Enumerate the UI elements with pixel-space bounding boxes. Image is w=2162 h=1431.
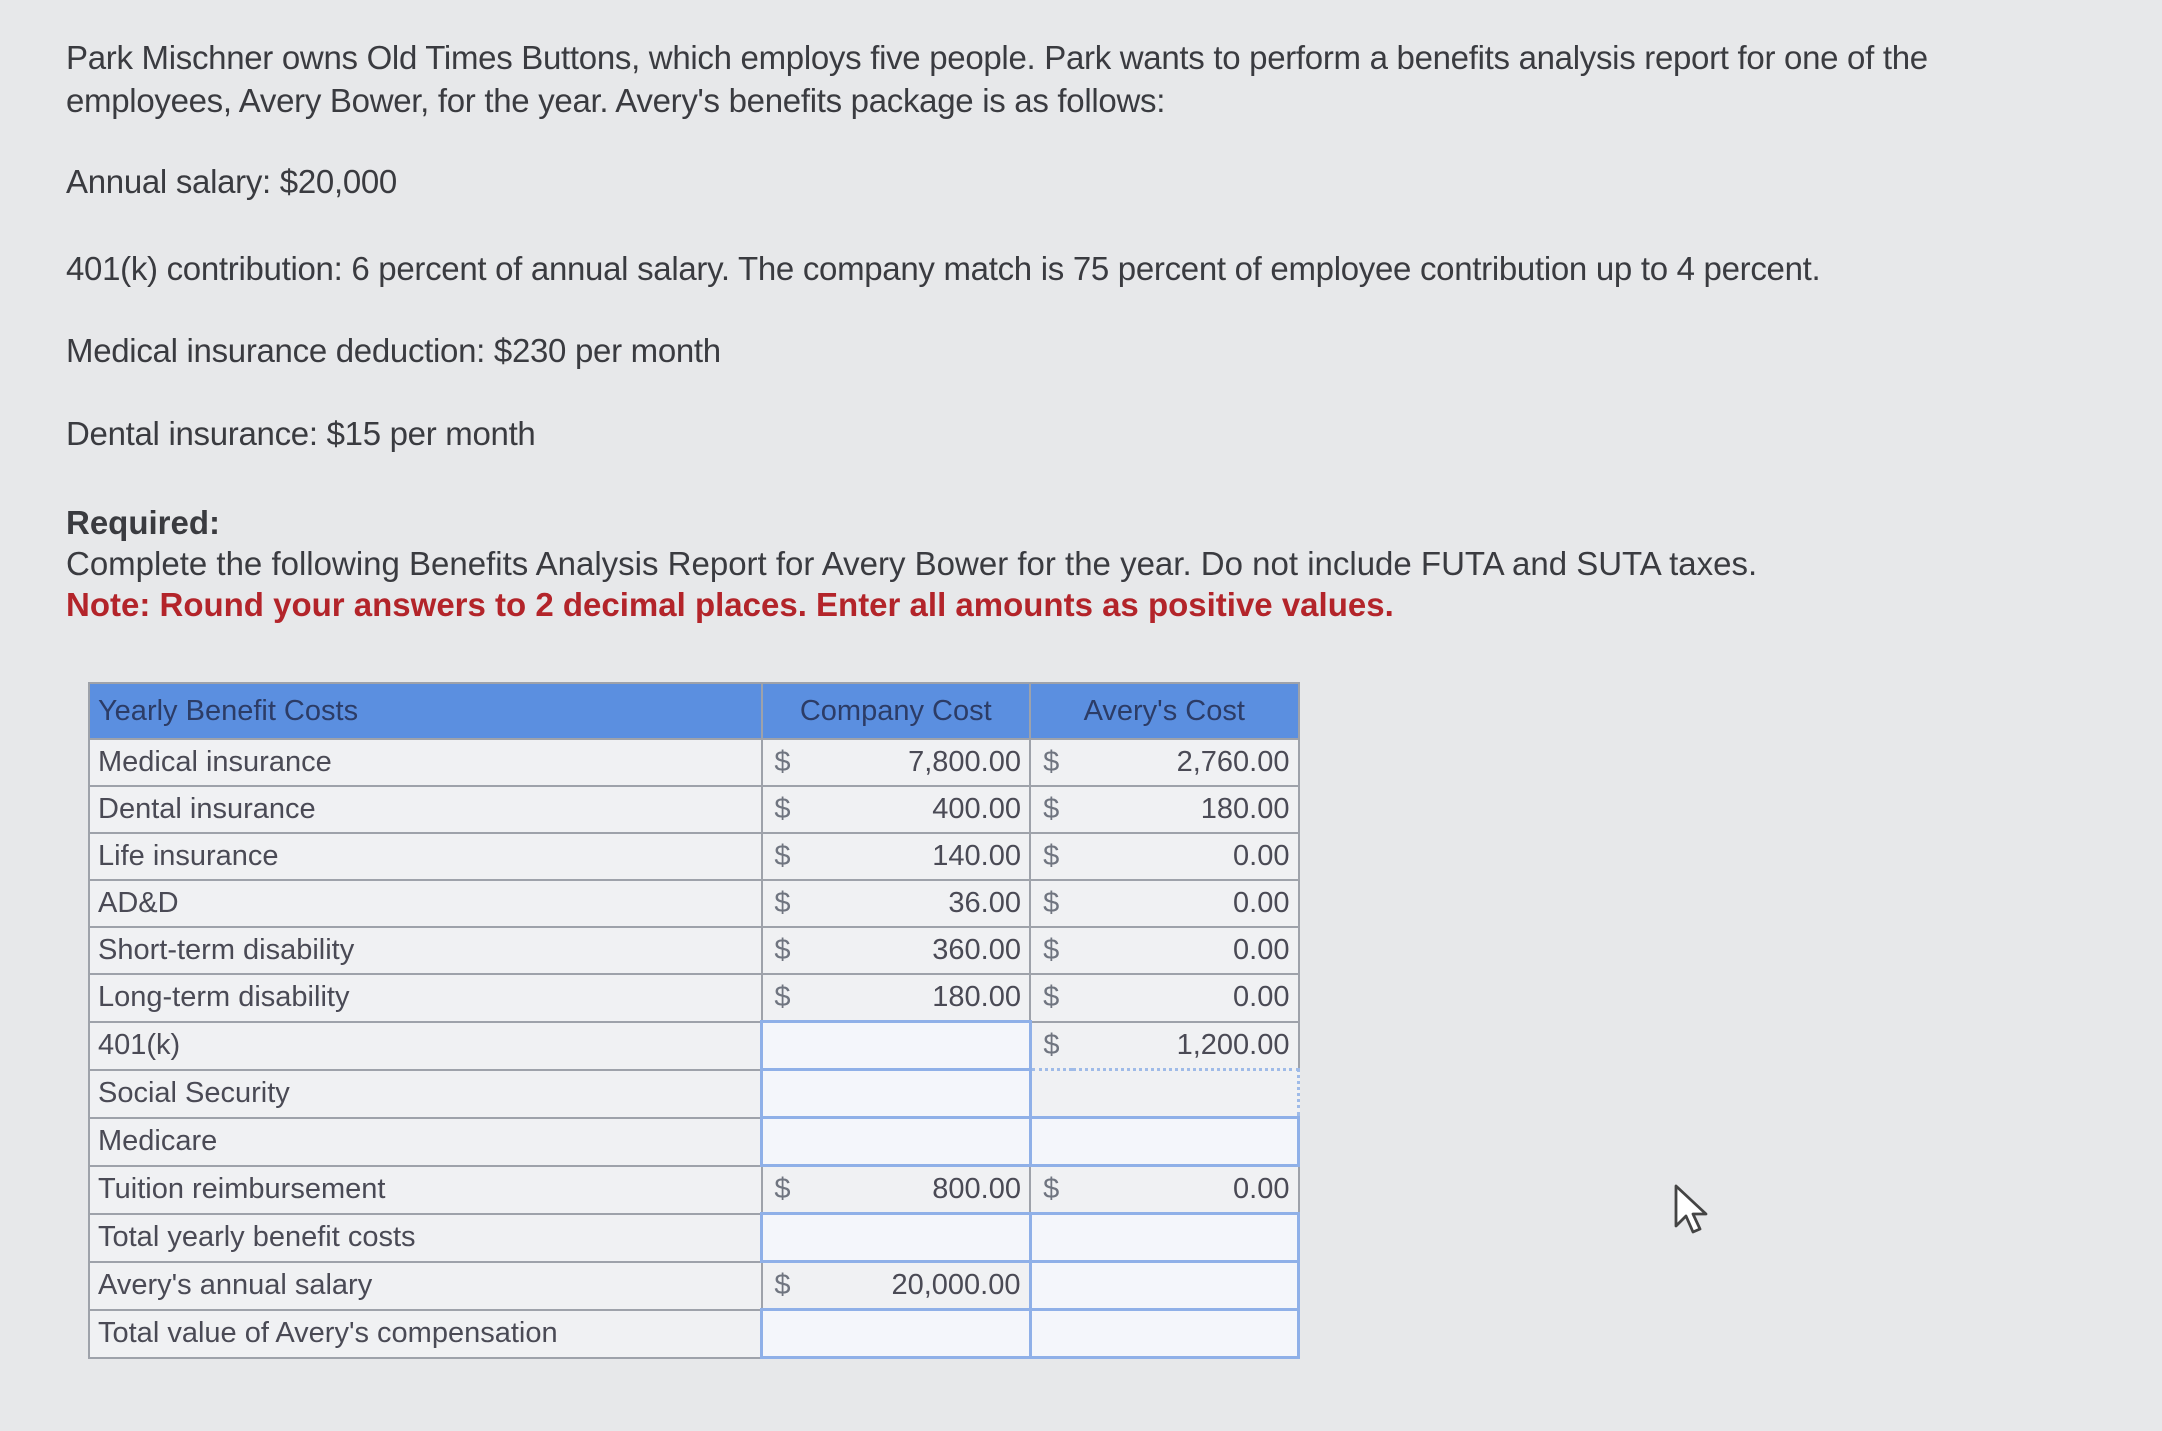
row-label: Long-term disability [89,974,762,1022]
employee-cost-cell[interactable]: 0.00 [1072,880,1299,927]
company-cost-cell[interactable]: 180.00 [803,974,1031,1022]
report-header-row [89,683,1299,739]
currency-symbol: $ [762,1166,803,1214]
currency-symbol: $ [762,880,803,927]
employee-cost-input[interactable] [1030,1070,1299,1118]
employee-cost-cell[interactable]: 2,760.00 [1072,739,1299,786]
company-cost-cell[interactable]: 20,000.00 [803,1262,1031,1310]
report-row [89,833,1299,880]
report-row [89,1118,1299,1166]
currency-symbol: $ [762,833,803,880]
row-label: Total yearly benefit costs [89,1214,762,1262]
report-row [89,1022,1299,1070]
currency-symbol: $ [1030,1166,1072,1214]
employee-cost-cell[interactable]: 0.00 [1072,927,1299,974]
company-cost-input[interactable] [762,1310,1031,1358]
employee-cost-input[interactable] [1030,1214,1299,1262]
currency-symbol: $ [762,927,803,974]
report-row [89,974,1299,1022]
employee-cost-input[interactable] [1030,1118,1299,1166]
401k-contribution-text: 401(k) contribution: 6 percent of annual salary. The company match is 75 percent of employee contribution up to 4 percent. [66,250,1821,287]
report-row [89,1070,1299,1118]
currency-symbol: $ [1030,974,1072,1022]
report-row [89,1166,1299,1214]
row-label: Avery's annual salary [89,1262,762,1310]
row-label: Tuition reimbursement [89,1166,762,1214]
header-company-cost: Company Cost [762,683,1031,739]
company-cost-input[interactable] [762,1118,1031,1166]
company-cost-cell[interactable]: 36.00 [803,880,1031,927]
problem-statement [66,36,2086,625]
company-cost-input[interactable] [762,1070,1031,1118]
employee-cost-input[interactable] [1030,1262,1299,1310]
row-label: Short-term disability [89,927,762,974]
header-yearly-benefit-costs: Yearly Benefit Costs [89,683,762,739]
row-label: Social Security [89,1070,762,1118]
row-label: Dental insurance [89,786,762,833]
employee-cost-cell[interactable]: 0.00 [1072,974,1299,1022]
medical-insurance-text: Medical insurance deduction: $230 per month [66,332,721,369]
company-cost-cell[interactable]: 400.00 [803,786,1031,833]
required-title: Required: [66,504,221,541]
annual-salary-text: Annual salary: $20,000 [66,163,397,200]
report-row [89,1262,1299,1310]
currency-symbol: $ [762,1262,803,1310]
report-row [89,1310,1299,1358]
employee-cost-cell[interactable]: 0.00 [1072,1166,1299,1214]
currency-symbol: $ [762,739,803,786]
report-row [89,927,1299,974]
mouse-pointer-icon [1672,1182,1712,1238]
report-row [89,880,1299,927]
rounding-note: Note: Round your answers to 2 decimal places. Enter all amounts as positive values. [66,586,1394,623]
header-averys-cost: Avery's Cost [1030,683,1299,739]
benefits-analysis-report [88,682,1300,1359]
currency-symbol: $ [762,974,803,1022]
employee-cost-cell[interactable]: 180.00 [1072,786,1299,833]
required-instruction: Complete the following Benefits Analysis Report for Avery Bower for the year. Do not include FUTA and SUTA taxes. [66,545,1758,582]
row-label: Medical insurance [89,739,762,786]
employee-cost-cell[interactable]: 0.00 [1072,833,1299,880]
currency-symbol: $ [1030,1022,1072,1070]
report-row [89,1214,1299,1262]
row-label: Total value of Avery's compensation [89,1310,762,1358]
report-row [89,786,1299,833]
row-label: AD&D [89,880,762,927]
report-row [89,739,1299,786]
company-cost-cell[interactable]: 140.00 [803,833,1031,880]
row-label: Medicare [89,1118,762,1166]
company-cost-cell[interactable]: 360.00 [803,927,1031,974]
currency-symbol: $ [1030,833,1072,880]
company-cost-cell[interactable]: 800.00 [803,1166,1031,1214]
company-cost-input[interactable] [762,1214,1031,1262]
company-cost-input[interactable] [762,1022,1031,1070]
dental-insurance-text: Dental insurance: $15 per month [66,415,536,452]
currency-symbol: $ [1030,739,1072,786]
employee-cost-cell[interactable]: 1,200.00 [1072,1022,1299,1070]
row-label: 401(k) [89,1022,762,1070]
company-cost-cell[interactable]: 7,800.00 [803,739,1031,786]
employee-cost-input[interactable] [1030,1310,1299,1358]
currency-symbol: $ [762,786,803,833]
required-section [66,502,2086,625]
currency-symbol: $ [1030,927,1072,974]
currency-symbol: $ [1030,880,1072,927]
row-label: Life insurance [89,833,762,880]
problem-intro: Park Mischner owns Old Times Buttons, which employs five people. Park wants to perform a benefits analysis report for one of the employees, Avery Bower, for the year. Avery's benefits package is as follows: [66,39,1928,119]
currency-symbol: $ [1030,786,1072,833]
